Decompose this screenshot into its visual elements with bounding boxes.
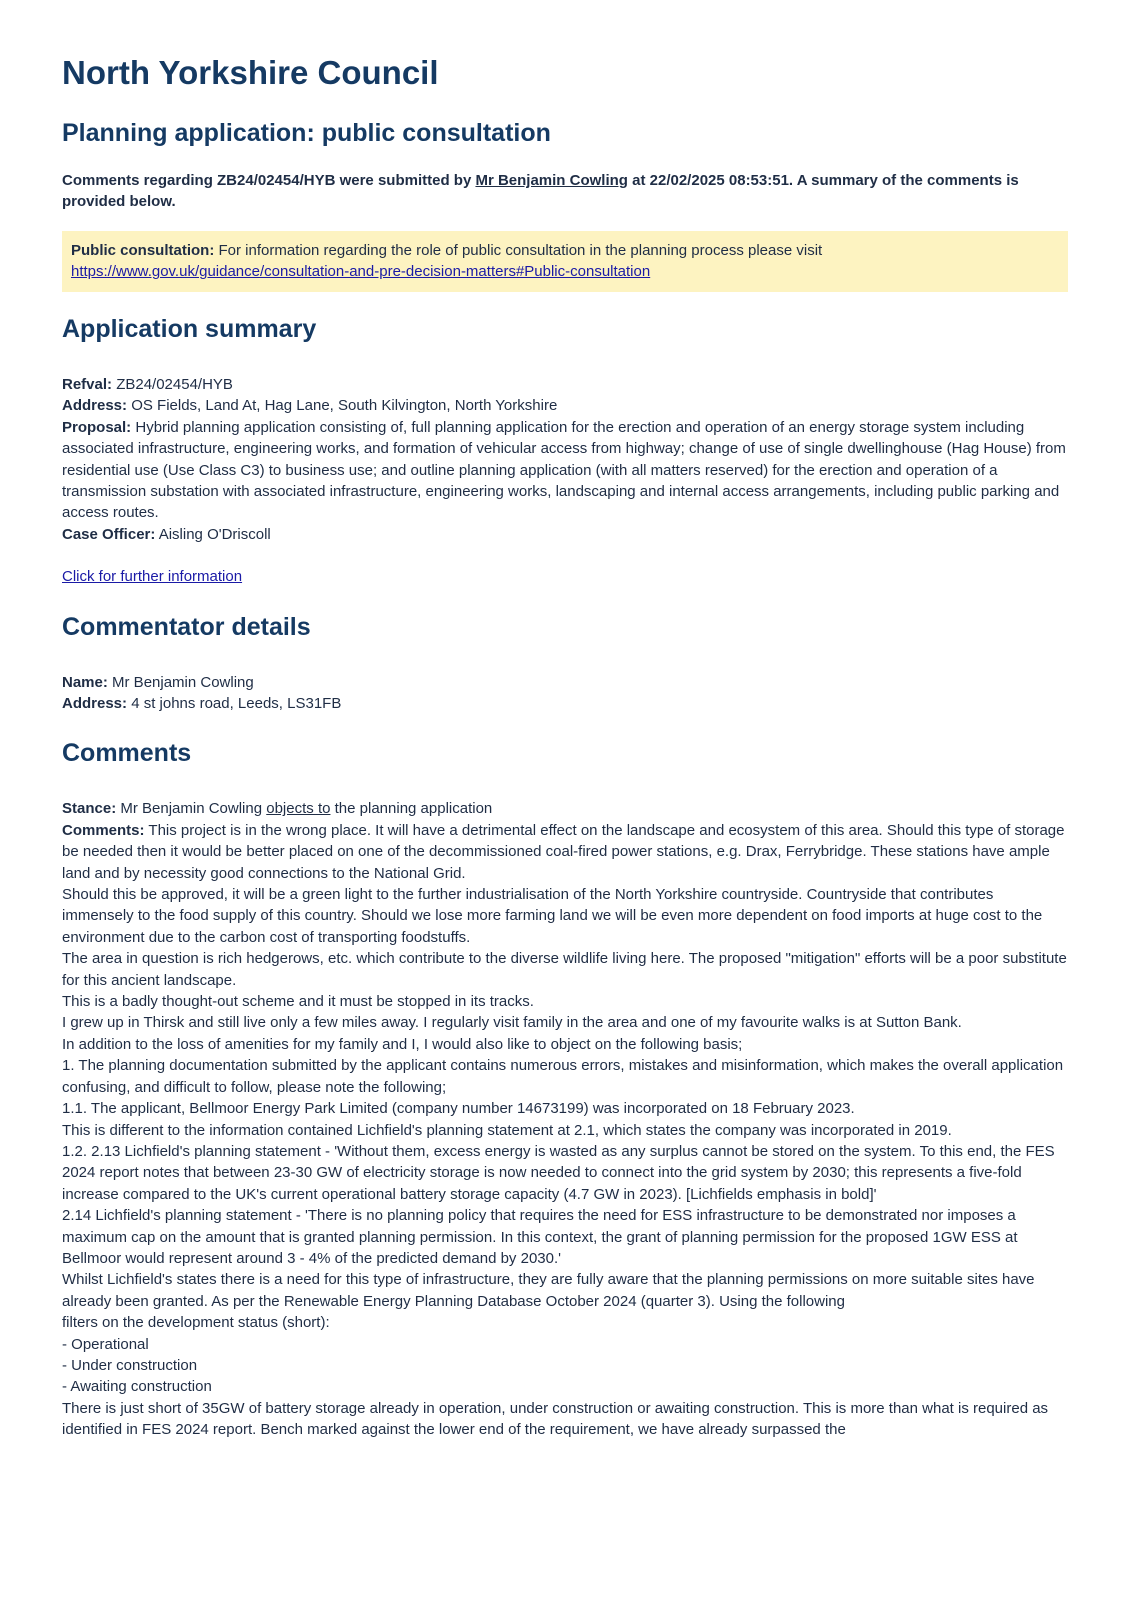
case-officer-row xyxy=(62,524,1068,545)
comment-paragraph: 1. The planning documentation submitted by the applicant contains numerous errors, mistakes and misinformation, which makes the overall application confusing, and difficult to follow, please note the following; xyxy=(62,1057,1064,1096)
application-summary xyxy=(62,374,1068,588)
commentator-name-row xyxy=(62,672,1068,693)
submission-intro xyxy=(62,170,1068,213)
case-officer-label: Case Officer: xyxy=(62,525,156,543)
commentator-name-label: Name: xyxy=(62,673,108,691)
stance-link[interactable]: objects to xyxy=(266,800,331,818)
comment-paragraph: 1.1. The applicant, Bellmoor Energy Park Limited (company number 14673199) was incorporated on 18 February 2023. xyxy=(62,1100,855,1118)
comment-paragraph: 1.2. 2.13 Lichfield's planning statement - 'Without them, excess energy is wasted as any surplus cannot be stored on the system. To this end, the FES 2024 report notes that between 23-30 GW of electricity storage is now needed to connect into the grid system by 2030; this represents a five-fold increase compared to the UK's current operational battery storage capacity (4.7 GW in 2023). [Lichfields emphasis in bold]' xyxy=(62,1142,1055,1203)
further-information-link[interactable]: Click for further information xyxy=(62,568,243,586)
application-summary-heading: Application summary xyxy=(62,314,317,343)
comment-paragraph: 2.14 Lichfield's planning statement - 'There is no planning policy that requires the need for ESS infrastructure to be demonstrated nor imposes a maximum cap on the amount that is granted planning permission. In this context, the grant of planning permission for the proposed 1GW ESS at Bellmoor would represent around 3 - 4% of the predicted demand by 2030.' xyxy=(62,1207,1018,1267)
case-officer-value: Aisling O'Driscoll xyxy=(155,525,271,543)
intro-suffix: at 22/02/2025 08:53:51. A summary of the comments is provided below. xyxy=(62,171,1019,211)
address-label: Address: xyxy=(62,397,128,415)
comments-first-text: This project is in the wrong place. It will have a detrimental effect on the landscape and ecosystem of this area. Should this type of storage be needed then it would be better placed on one of the decommissioned coal-fired power stations, e.g. Drax, Ferrybridge. These stations have ample land and by necessity good connections to the National Grid. xyxy=(62,821,1065,882)
comment-paragraph: There is just short of 35GW of battery storage already in operation, under construction or awaiting construction. This is more than what is required as identified in FES 2024 report. Bench marked against the lower end of the requirement, we have already surpassed the xyxy=(62,1399,1049,1439)
commentator-address-value: 4 st johns road, Leeds, LS31FB xyxy=(127,695,342,712)
commentator-address-label: Address: xyxy=(62,695,128,712)
commentator-address-row xyxy=(62,693,1068,714)
consultation-guidance-link[interactable]: https://www.gov.uk/guidance/consultation-and-pre-decision-matters#Public-consultation xyxy=(71,263,651,281)
comments-heading: Comments xyxy=(62,739,192,768)
public-consultation-notice xyxy=(62,231,1068,292)
intro-prefix: Comments regarding ZB24/02454/HYB were submitted by xyxy=(62,171,476,189)
proposal-row xyxy=(62,417,1068,524)
comment-paragraph: I grew up in Thirsk and still live only a few miles away. I regularly visit family in the area and one of my favourite walks is at Sutton Bank. xyxy=(62,1014,962,1032)
comment-paragraph: This is different to the information contained Lichfield's planning statement at 2.1, which states the company was incorporated in 2019. xyxy=(62,1121,952,1139)
comment-paragraph: - Operational xyxy=(62,1335,149,1353)
comment-paragraph: In addition to the loss of amenities for my family and I, I would also like to object on the following basis; xyxy=(62,1035,743,1053)
comments-label: Comments: xyxy=(62,821,145,839)
address-value: OS Fields, Land At, Hag Lane, South Kilvington, North Yorkshire xyxy=(127,397,558,415)
commentator-name-value: Mr Benjamin Cowling xyxy=(107,673,254,691)
comment-paragraph: Should this be approved, it will be a green light to the further industrialisation of the North Yorkshire countryside. Countryside that contributes immensely to the food supply of this country. Should we lose more farming land we will be even more dependent on food imports at huge cost to the environment due to the carbon cost of transporting foodstuffs. xyxy=(62,886,1043,946)
comment-paragraph: This is a badly thought-out scheme and it must be stopped in its tracks. xyxy=(62,993,534,1011)
proposal-value: Hybrid planning application consisting of, full planning application for the erection and operation of an energy storage system including associated infrastructure, engineering works, and formation of vehicular access from highway; change of use of single dwellinghouse (Hag House) from residential use (Use Class C3) to business use; and outline planning application (with all matters reserved) for the erection and operation of a transmission substation with associated infrastructure, engineering works, landscaping and internal access arrangements, including public parking and access routes. xyxy=(62,418,1066,522)
stance-prefix: Mr Benjamin Cowling xyxy=(116,800,267,818)
commentator-heading: Commentator details xyxy=(62,612,311,641)
stance-row xyxy=(62,798,1068,819)
notice-text: For information regarding the role of public consultation in the planning process please visit xyxy=(214,241,823,259)
stance-label: Stance: xyxy=(62,800,117,818)
comment-paragraph: - Under construction xyxy=(62,1356,198,1374)
commentator-details xyxy=(62,672,1068,715)
comment-paragraph: Whilst Lichfield's states there is a need for this type of infrastructure, they are fully aware that the planning permissions on more suitable sites have already been granted. As per the Renewable Energy Planning Database October 2024 (quarter 3). Using the following xyxy=(62,1271,1035,1310)
comments-body xyxy=(62,798,1068,1440)
refval-value: ZB24/02454/HYB xyxy=(112,375,233,393)
comment-paragraph: The area in question is rich hedgerows, etc. which contribute to the diverse wildlife living here. The proposed "mitigation" efforts will be a poor substitute for this ancient landscape. xyxy=(62,950,1067,989)
refval-label: Refval: xyxy=(62,375,113,393)
comments-first-row xyxy=(62,820,1068,884)
address-row xyxy=(62,395,1068,416)
notice-label: Public consultation: xyxy=(71,241,215,259)
refval-row xyxy=(62,374,1068,395)
comment-paragraph: filters on the development status (short): xyxy=(62,1314,330,1332)
comment-paragraph: - Awaiting construction xyxy=(62,1378,212,1396)
page-subtitle: Planning application: public consultation xyxy=(62,118,551,147)
proposal-label: Proposal: xyxy=(62,418,132,436)
commenter-link[interactable]: Mr Benjamin Cowling xyxy=(475,171,628,189)
council-title: North Yorkshire Council xyxy=(62,54,439,91)
stance-suffix: the planning application xyxy=(330,800,493,818)
